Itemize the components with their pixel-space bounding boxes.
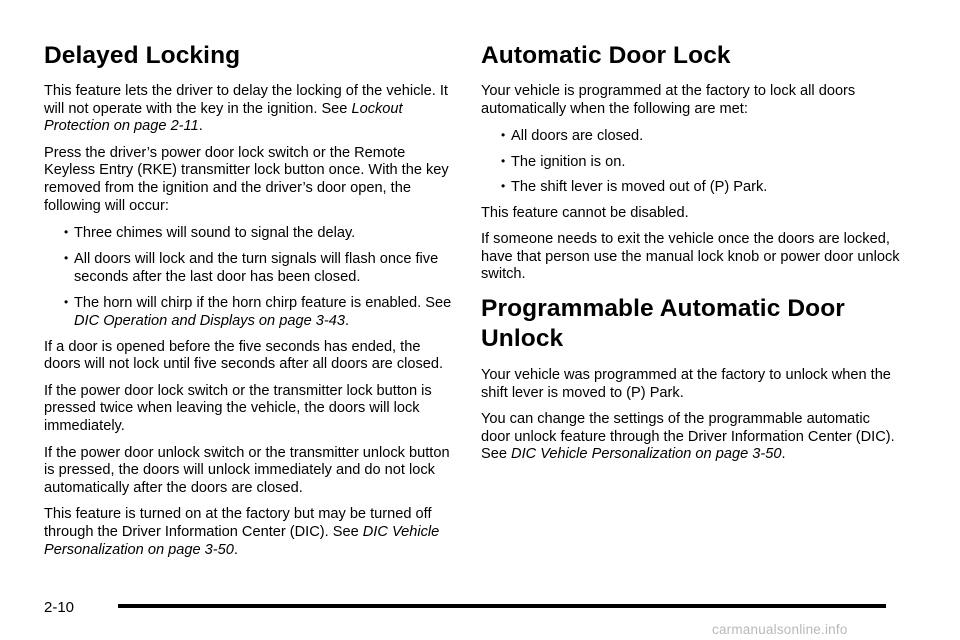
footer-divider <box>118 604 886 608</box>
text: . <box>233 541 238 558</box>
text: This feature lets the driver to delay the locking of the vehicle. It will not operate with the key in the ignition. See <box>44 83 448 117</box>
list-item <box>44 294 456 331</box>
left-column <box>44 42 456 568</box>
cross-reference-link[interactable]: DIC Vehicle Personalization on page 3-50 <box>511 446 782 463</box>
paragraph <box>44 83 456 136</box>
paragraph: Your vehicle was programmed at the factory to unlock when the shift lever is moved to (P) Park. <box>481 367 891 401</box>
paragraph <box>481 411 901 464</box>
list-item-text: The shift lever is moved out of (P) Park. <box>511 179 768 196</box>
bullet-icon: • <box>64 250 69 265</box>
list-item-text: The ignition is on. <box>511 153 626 170</box>
list-item <box>44 224 456 243</box>
cross-reference-link[interactable]: Lockout Protection on page 2-11 <box>44 100 403 135</box>
list-item-text: The horn will chirp if the horn chirp feature is enabled. See <box>74 294 452 311</box>
list-item-text: Three chimes will sound to signal the delay. <box>74 225 356 242</box>
page-number: 2-10 <box>44 599 75 616</box>
list-item-text: All doors are closed. <box>511 128 644 145</box>
paragraph <box>44 506 456 559</box>
paragraph: This feature cannot be disabled. <box>481 204 689 221</box>
paragraph: If a door is opened before the five seconds has ended, the doors will not lock until five seconds after all doors are closed. <box>44 338 444 373</box>
list-item <box>44 250 456 287</box>
section-heading-delayed-locking: Delayed Locking <box>44 42 241 69</box>
paragraph: Your vehicle is programmed at the factory to lock all doors automatically when the following are met: <box>481 83 856 117</box>
text: This feature is turned on at the factory but may be turned off through the Driver Information Center (DIC). See <box>44 506 432 540</box>
bullet-icon: • <box>501 179 506 194</box>
bullet-icon: • <box>64 225 69 240</box>
section-heading-automatic-door-lock: Automatic Door Lock <box>481 42 731 69</box>
right-column <box>481 42 901 473</box>
watermark: carmanualsonline.info <box>712 622 848 637</box>
bullet-icon: • <box>64 294 69 309</box>
bullet-icon: • <box>501 128 506 143</box>
bullet-icon: • <box>501 153 506 168</box>
text: . <box>198 118 203 135</box>
list-item <box>481 153 901 172</box>
paragraph: If the power door unlock switch or the transmitter unlock button is pressed, the doors will unlock immediately and do not lock automatically after the doors are closed. <box>44 444 450 496</box>
bullet-list <box>481 127 901 197</box>
text: . <box>344 313 350 330</box>
list-item <box>481 178 901 197</box>
paragraph: Press the driver’s power door lock switch or the Remote Keyless Entry (RKE) transmitter lock button once. With the key removed from the ignition and the driver’s door open, the following will occur: <box>44 144 449 214</box>
text: You can change the settings of the programmable automatic door unlock feature through the Driver Information Center (DIC). See <box>481 411 895 463</box>
section-heading-programmable-door-unlock: Programmable Automatic Door Unlock <box>481 295 845 353</box>
list-item <box>481 127 901 146</box>
paragraph: If the power door lock switch or the transmitter lock button is pressed twice when leaving the vehicle, the doors will lock immediately. <box>44 382 432 435</box>
cross-reference-link[interactable]: DIC Vehicle Personalization on page 3-50 <box>44 524 440 558</box>
cross-reference-link[interactable]: DIC Operation and Displays on page 3-43 <box>74 313 345 330</box>
text: . <box>781 446 786 463</box>
paragraph: If someone needs to exit the vehicle once the doors are locked, have that person use the manual lock knob or power door unlock switch. <box>481 231 900 283</box>
list-item-text: All doors will lock and the turn signals will flash once five seconds after the last door has been closed. <box>74 250 439 286</box>
bullet-list <box>44 224 456 331</box>
